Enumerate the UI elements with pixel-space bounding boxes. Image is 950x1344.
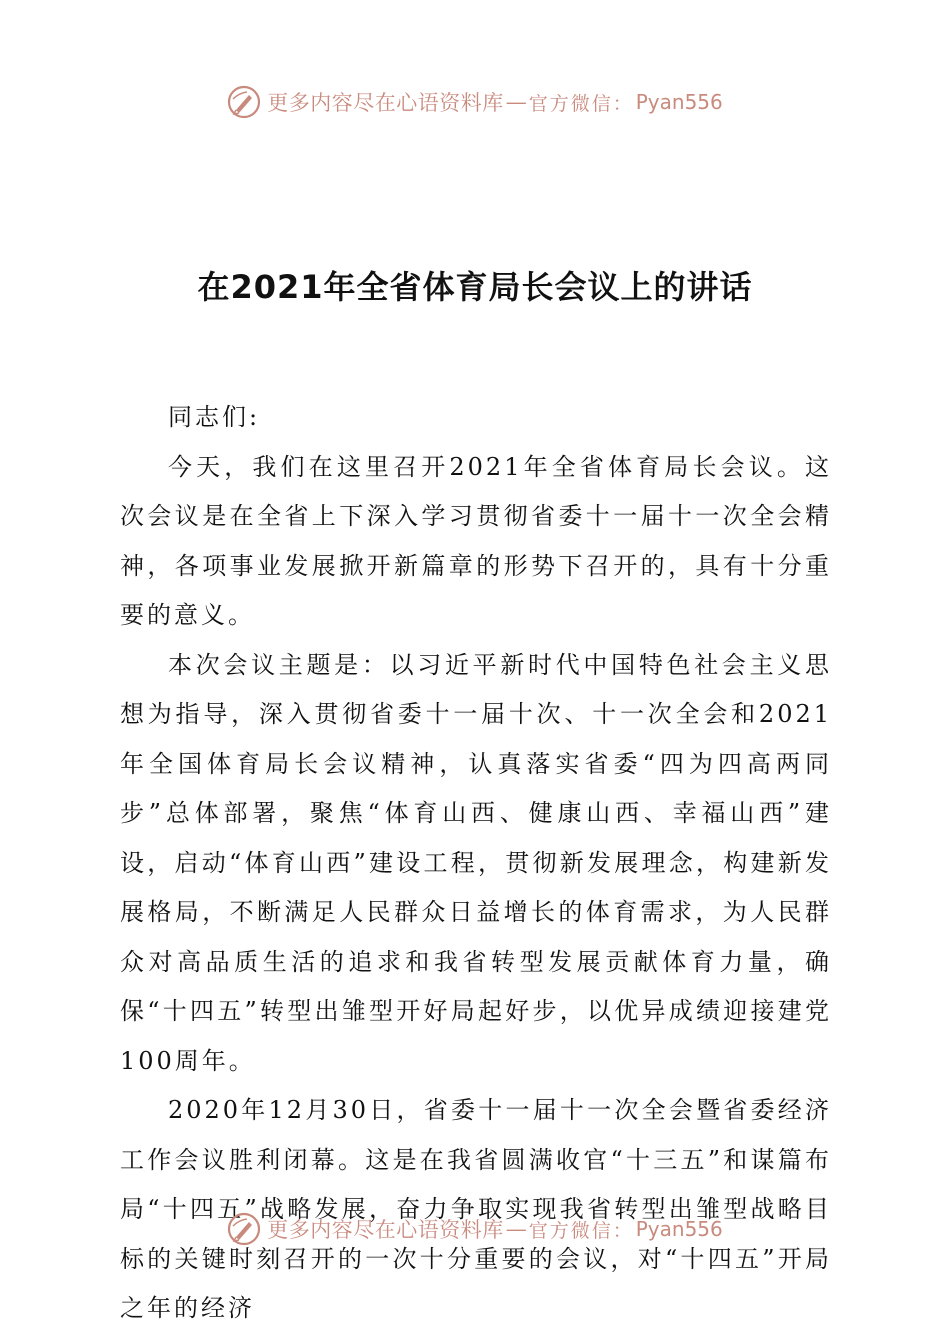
paragraph-opening: 今天，我们在这里召开2021年全省体育局长会议。这次会议是在全省上下深入学习贯彻省委十一届十一次全会精神，各项事业发展掀开新篇章的形势下召开的，具有十分重要的意义。 [120,452,832,629]
watermark-wechat-id: Pyan556 [635,90,723,114]
watermark-brand: 更多内容尽在心语资料库 [267,1218,504,1242]
paragraph-theme: 本次会议主题是：以习近平新时代中国特色社会主义思想为指导，深入贯彻省委十一届十次、十一次全会和2021年全国体育局长会议精神，认真落实省委“四为四高两同步”总体部署，聚焦“体育山西、健康山西、幸福山西”建设，启动“体育山西”建设工程，贯彻新发展理念，构建新发展格局，不断满足人民群众日益增长的体育需求，为人民群众对高品质生活的追求和我省转型发展贡献体育力量，确保“十四五”转型出雏型开好局起好步，以优异成绩迎接建党100周年。 [120,650,832,1075]
watermark-separator: — [505,1217,527,1241]
watermark-label: 官方微信： [528,92,634,115]
pen-logo-icon [227,85,261,119]
watermark-wechat-id: Pyan556 [635,1217,723,1241]
paragraph-salutation: 同志们: [168,403,261,431]
watermark-label: 官方微信： [528,1219,634,1242]
document-body [120,393,832,1334]
watermark-separator: — [505,90,527,114]
document-title: 在2021年全省体育局长会议上的讲话 [197,268,753,306]
footer-watermark [0,1209,950,1249]
paragraph-plenary: 2020年12月30日，省委十一届十一次全会暨省委经济工作会议胜利闭幕。这是在我省圆满收官“十三五”和谋篇布局“十四五”战略发展，奋力争取实现我省转型出雏型战略目标的关键时刻召开的一次十分重要的会议，对“十四五”开局之年的经济 [120,1096,832,1322]
header-watermark [0,82,950,122]
watermark-brand: 更多内容尽在心语资料库 [267,91,504,115]
pen-logo-icon [227,1212,261,1246]
